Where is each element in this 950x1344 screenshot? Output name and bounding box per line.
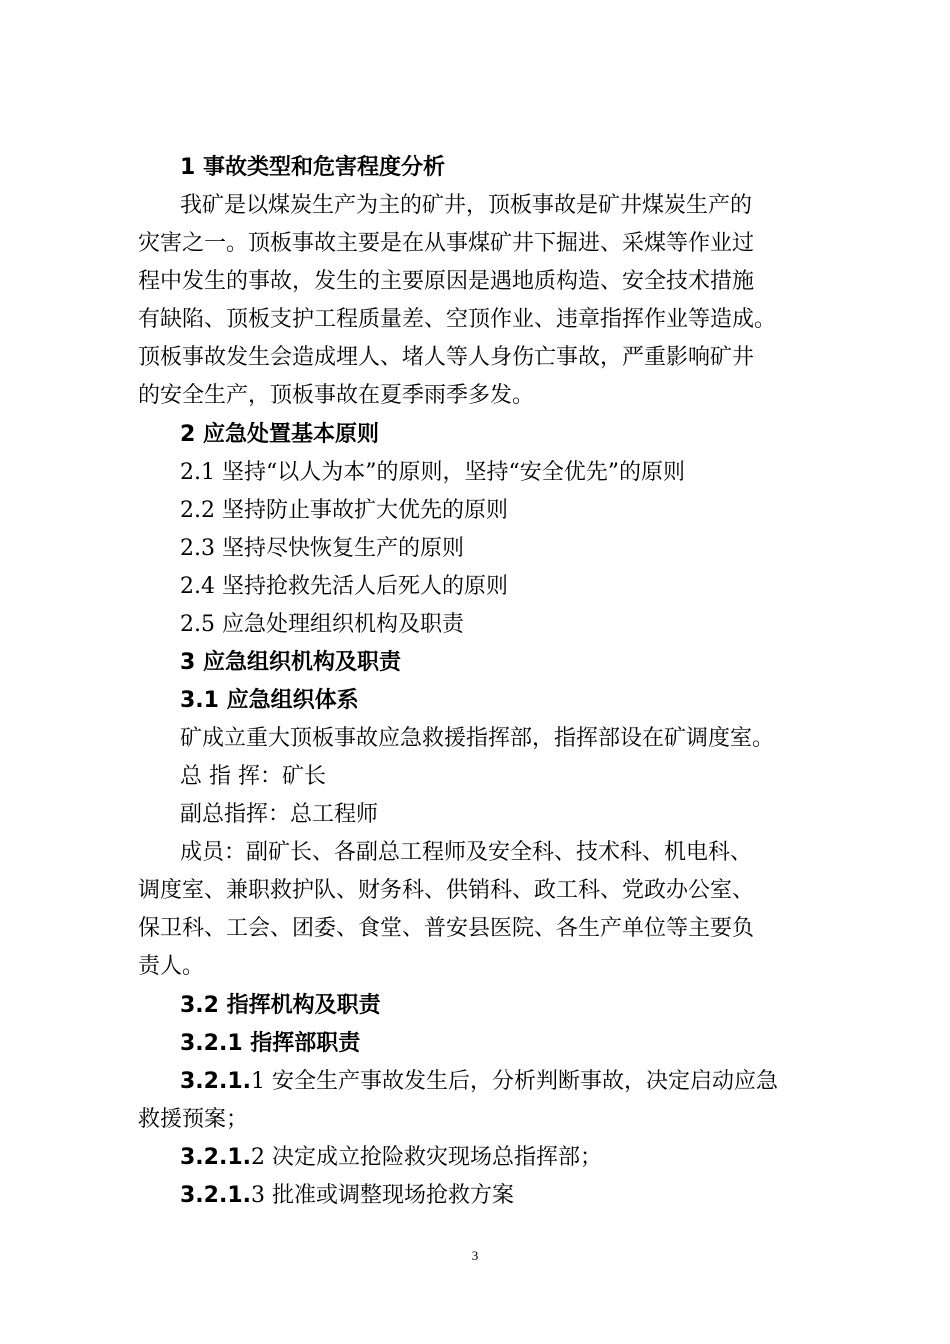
commander-line: 总 指 挥：矿长	[180, 764, 326, 789]
principle-item: 2.3 坚持尽快恢复生产的原则	[180, 536, 464, 561]
duty-text: 救援预案；	[138, 1107, 249, 1132]
paragraph-line: 顶板事故发生会造成埋人、堵人等人身伤亡事故，严重影响矿井	[138, 345, 755, 370]
paragraph-line: 程中发生的事故，发生的主要原因是遇地质构造、安全技术措施	[138, 269, 755, 294]
page-number: 3	[471, 1248, 479, 1263]
section1-heading: 1 事故类型和危害程度分析	[180, 155, 445, 180]
members-line: 调度室、兼职救护队、财务科、供销科、政工科、党政办公室、	[138, 878, 755, 903]
paragraph-line: 的安全生产，顶板事故在夏季雨季多发。	[138, 383, 535, 408]
duty-number: 3.2.1.	[180, 1069, 251, 1094]
members-line: 责人。	[138, 954, 205, 979]
duty-number: 3.2.1.	[180, 1145, 251, 1170]
duty-item	[180, 1143, 602, 1173]
paragraph-line: 有缺陷、顶板支护工程质量差、空顶作业、违章指挥作业等造成。	[138, 307, 777, 332]
principle-item: 2.4 坚持抢救先活人后死人的原则	[180, 574, 508, 599]
members-line: 保卫科、工会、团委、食堂、普安县医院、各生产单位等主要负	[138, 916, 755, 941]
paragraph-line: 我矿是以煤炭生产为主的矿井，顶板事故是矿井煤炭生产的	[180, 193, 753, 218]
duty-item	[138, 1105, 248, 1135]
principle-item: 2.5 应急处理组织机构及职责	[180, 612, 464, 637]
duty-number: 3.2.1.	[180, 1183, 251, 1208]
principle-item: 2.1 坚持“以人为本”的原则，坚持“安全优先”的原则	[180, 460, 685, 485]
members-line: 成员：副矿长、各副总工程师及安全科、技术科、机电科、	[180, 840, 753, 865]
subsection-heading: 3.2 指挥机构及职责	[180, 993, 381, 1018]
subsection-heading: 3.2.1 指挥部职责	[180, 1031, 361, 1056]
duty-text: 3 批准或调整现场抢救方案	[251, 1183, 514, 1208]
duty-item	[180, 1181, 514, 1211]
paragraph-line: 灾害之一。顶板事故主要是在从事煤矿井下掘进、采煤等作业过	[138, 231, 755, 256]
section3-heading: 3 应急组织机构及职责	[180, 650, 401, 675]
duty-text: 1 安全生产事故发生后，分析判断事故，决定启动应急	[251, 1069, 778, 1094]
deputy-commander-line: 副总指挥：总工程师	[180, 802, 379, 827]
principle-item: 2.2 坚持防止事故扩大优先的原则	[180, 498, 508, 523]
paragraph-line: 矿成立重大顶板事故应急救援指挥部，指挥部设在矿调度室。	[180, 726, 775, 751]
duty-text: 2 决定成立抢险救灾现场总指挥部；	[251, 1145, 602, 1170]
duty-item	[180, 1067, 778, 1097]
subsection-heading: 3.1 应急组织体系	[180, 688, 359, 713]
section2-heading: 2 应急处置基本原则	[180, 422, 379, 447]
